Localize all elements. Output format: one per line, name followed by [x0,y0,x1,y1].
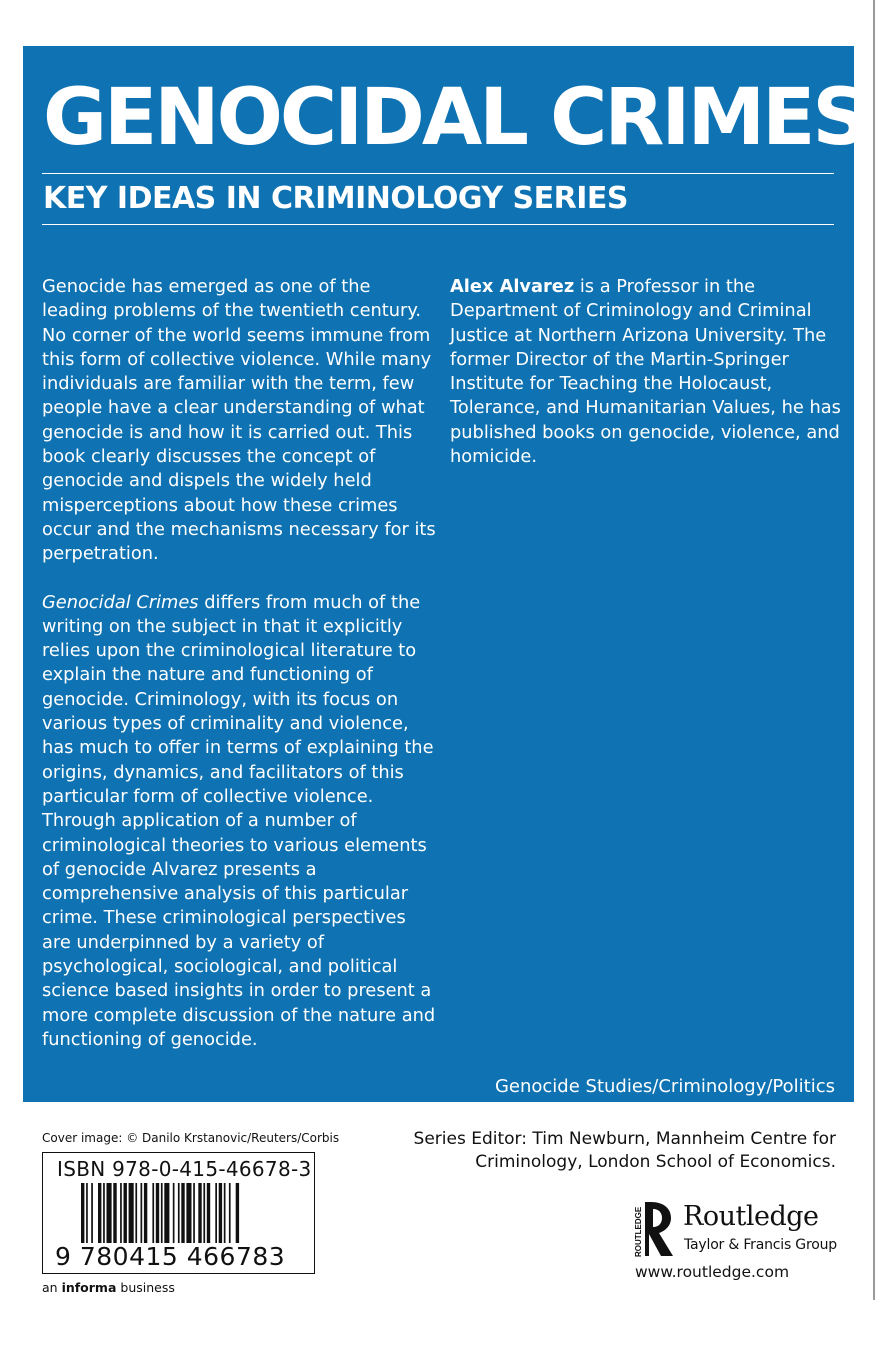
barcode-digits: 9 780415 466783 [55,1242,286,1271]
title-divider-top [42,173,834,174]
book-title-italic: Genocidal Crimes [42,591,199,613]
informa-prefix: an [42,1280,62,1295]
description-paragraph-1: Genocide has emerged as one of the leading problems of the twentieth century. No corner of the world seems immune from this form of collective violence. While many individuals are familiar with the term, few people have a clear understanding of what genocide is and how it is carried out. This book clearly discusses the concept of genocide and dispels the widely held misperceptions about how these crimes occur and the mechanisms necessary for its perpetration. [42,276,436,565]
author-bio [450,275,842,469]
cover-panel [23,46,866,1102]
informa-business-line [42,1280,175,1296]
routledge-logo-icon [633,1200,677,1258]
page-edge-line [873,0,875,1300]
publisher-name: Routledge [683,1201,819,1232]
book-description [42,275,437,1052]
isbn-barcode [42,1152,315,1274]
logo-vertical-text: ROUTLEDGE [634,1206,643,1257]
book-title: GENOCIDAL CRIMES [43,73,866,163]
description-paragraph-2-text: differs from much of the writing on the subject in that it explicitly relies upon the criminological literature to explain the nature and functioning of genocide. Criminology, with its focus on various types of criminality and violence, has much to offer in terms of explaining the origins, dynamics, and facilitators of this particular form of collective violence. Through application of a number of criminological theories to various elements of genocide Alvarez presents a comprehensive analysis of this particular crime. These criminological perspectives are underpinned by a variety of psychological, sociological, and political science based insights in order to present a more complete discussion of the nature and functioning of genocide. [42,591,436,1050]
subject-categories: Genocide Studies/Criminology/Politics [494,1076,835,1097]
series-title: KEY IDEAS IN CRIMINOLOGY SERIES [43,181,628,216]
publisher-website: www.routledge.com [635,1263,790,1281]
series-editor: Series Editor: Tim Newburn, Mannheim Centre for Criminology, London School of Economics. [413,1129,836,1172]
informa-brand: informa [61,1280,117,1295]
publisher-group: Taylor & Francis Group [684,1237,837,1253]
cover-image-credit: Cover image: © Danilo Krstanovic/Reuters/Corbis [42,1131,340,1145]
isbn-label: ISBN 978-0-415-46678-3 [57,1157,312,1181]
author-bio-text: is a Professor in the Department of Criminology and Criminal Justice at Northern Arizona University. The former Director of the Martin-Springer Institute for Teaching the Holocaust, Tolerance, and Humanitarian Values, he has published books on genocide, violence, and homicide. [450,276,841,468]
author-name: Alex Alvarez [450,276,575,297]
informa-suffix: business [116,1280,175,1295]
author-bio-paragraph [450,275,842,469]
description-paragraph-2 [42,591,437,1053]
publisher-logo [633,1200,843,1260]
title-divider-bottom [42,224,834,225]
